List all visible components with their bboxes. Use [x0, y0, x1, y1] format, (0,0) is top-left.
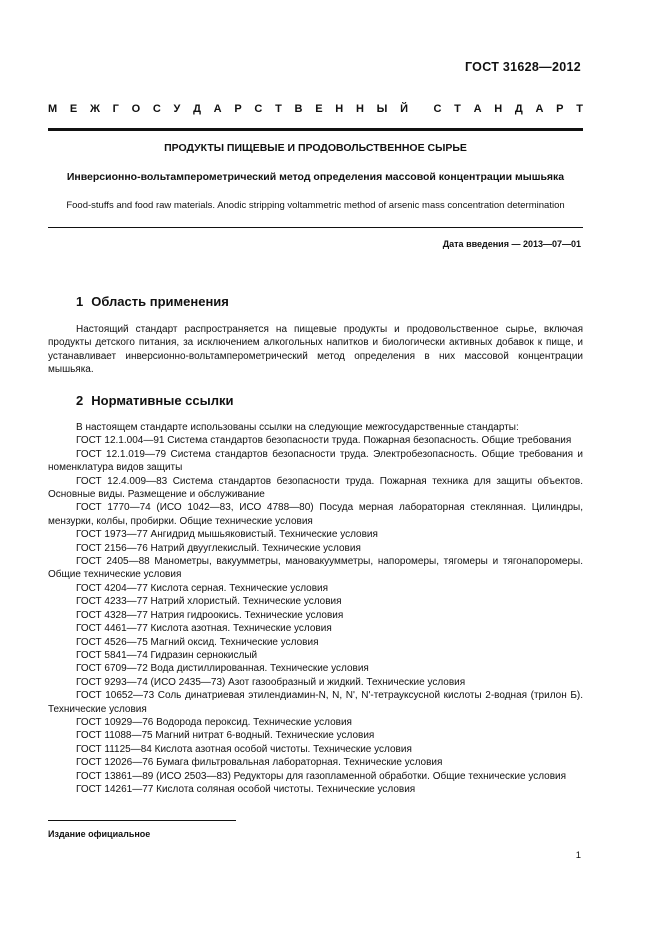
section-2-number: 2 [76, 393, 84, 408]
introduction-date: Дата введения — 2013—07—01 [442, 239, 581, 249]
section-2-title: Нормативные ссылки [91, 393, 234, 408]
title-divider [48, 227, 583, 228]
interstate-letter: С [433, 103, 442, 115]
reference-item: ГОСТ 4204—77 Кислота серная. Технические условия [76, 582, 329, 594]
interstate-letter: Д [193, 103, 201, 115]
section-1-title: Область применения [91, 294, 229, 309]
interstate-letter: Т [576, 103, 583, 115]
reference-item: ГОСТ 14261—77 Кислота соляная особой чистоты. Технические условия [76, 783, 416, 795]
reference-item: ГОСТ 10929—76 Водорода пероксид. Технические условия [76, 716, 352, 728]
interstate-standard-heading [48, 103, 583, 115]
references-list [48, 434, 583, 796]
reference-item: ГОСТ 11088—75 Магний нитрат 6-водный. Технические условия [76, 730, 375, 742]
section-1-heading [76, 294, 229, 309]
interstate-letter: С [152, 103, 161, 115]
reference-item: ГОСТ 4328—77 Натрия гидроокись. Технические условия [76, 609, 344, 621]
english-title: Food-stuffs and food raw materials. Anodic stripping voltammetric method of arsenic mass concentration determination [66, 200, 565, 211]
footer-divider [48, 820, 236, 821]
interstate-letter: Г [112, 103, 119, 115]
document-code: ГОСТ 31628—2012 [464, 60, 581, 74]
interstate-letter: М [48, 103, 58, 115]
section-2-heading [76, 393, 233, 408]
interstate-letter: Ж [89, 103, 100, 115]
interstate-letter: Ы [376, 103, 388, 115]
interstate-letter: Н [494, 103, 503, 115]
section-1-number: 1 [76, 294, 84, 309]
interstate-letter: Й [400, 103, 409, 115]
reference-item: ГОСТ 2405—88 Манометры, вакуумметры, мановакуумметры, напоромеры, тягомеры и тягонапоромеры. Общие технические условия [48, 556, 583, 581]
reference-item: ГОСТ 4526—75 Магний оксид. Технические условия [76, 636, 319, 648]
reference-item: ГОСТ 12.4.009—83 Система стандартов безопасности труда. Пожарная техника для защиты объектов. Основные виды. Размещение и обслуживание [48, 475, 583, 501]
edition-note: Издание официальное [48, 829, 151, 839]
reference-item: ГОСТ 6709—72 Вода дистиллированная. Технические условия [76, 663, 369, 675]
reference-item: ГОСТ 1770—74 (ИСО 1042—83, ИСО 4788—80) Посуда мерная лабораторная стеклянная. Цилиндры, мензурки, колбы, пробирки. Общие технические условия [48, 502, 583, 527]
section-2-intro: В настоящем стандарте использованы ссылки на следующие межгосударственные стандарты: [76, 422, 519, 433]
interstate-letter: Е [315, 103, 323, 115]
interstate-letter: Н [335, 103, 344, 115]
reference-item: ГОСТ 4233—77 Натрий хлористый. Технические условия [76, 596, 342, 608]
reference-item: ГОСТ 4461—77 Кислота азотная. Технические условия [76, 623, 332, 635]
interstate-letter: У [173, 103, 181, 115]
page-number: 1 [575, 850, 581, 861]
reference-item: ГОСТ 12026—76 Бумага фильтровальная лабораторная. Технические условия [76, 757, 443, 769]
document-title: ПРОДУКТЫ ПИЩЕВЫЕ И ПРОДОВОЛЬСТВЕННОЕ СЫРЬЕ [164, 142, 467, 154]
document-subtitle: Инверсионно-вольтамперометрический метод определения массовой концентрации мышьяка [66, 171, 565, 183]
interstate-letter: Р [556, 103, 564, 115]
interstate-letter: А [213, 103, 222, 115]
reference-item: ГОСТ 11125—84 Кислота азотная особой чистоты. Технические условия [76, 743, 412, 755]
reference-item: ГОСТ 12.1.004—91 Система стандартов безопасности труда. Пожарная безопасность. Общие требования [76, 435, 572, 447]
interstate-letter: Р [234, 103, 242, 115]
interstate-letter: Т [275, 103, 282, 115]
reference-item: ГОСТ 10652—73 Соль динатриевая этилендиамин-N, N, N', N'-тетрауксусной кислоты 2-водная (трилон Б). Технические условия [48, 690, 583, 715]
reference-item: ГОСТ 2156—76 Натрий двууглекислый. Технические условия [76, 542, 361, 554]
reference-item: ГОСТ 5841—74 Гидразин сернокислый [76, 649, 258, 661]
interstate-letter: С [254, 103, 263, 115]
interstate-letter: Т [454, 103, 461, 115]
heading-divider [48, 128, 583, 131]
section-2-body [48, 421, 583, 796]
section-1-text: Настоящий стандарт распространяется на пищевые продукты и продовольственное сырье, включая продукты детского питания, за исключением алкогольных напитков и биологически активных добавок к пище, и устанавливает инверсионно-вольтамперометрический метод определения в них массовой концентрации мышьяка. [48, 324, 583, 376]
interstate-letter: А [535, 103, 544, 115]
section-1-body [48, 323, 583, 377]
interstate-letter: Е [69, 103, 78, 115]
reference-item: ГОСТ 9293—74 (ИСО 2435—73) Азот газообразный и жидкий. Технические условия [76, 676, 466, 688]
interstate-letter: В [294, 103, 303, 115]
interstate-letter: Д [514, 103, 523, 115]
interstate-letter: Н [355, 103, 364, 115]
reference-item: ГОСТ 13861—89 (ИСО 2503—83) Редукторы для газопламенной обработки. Общие технические условия [76, 770, 567, 782]
reference-item: ГОСТ 1973—77 Ангидрид мышьяковистый. Технические условия [76, 529, 378, 541]
interstate-letter: А [473, 103, 482, 115]
interstate-letter: О [131, 103, 141, 115]
reference-item: ГОСТ 12.1.019—79 Система стандартов безопасности труда. Электробезопасность. Общие требования и номенклатура видов защиты [48, 448, 583, 474]
